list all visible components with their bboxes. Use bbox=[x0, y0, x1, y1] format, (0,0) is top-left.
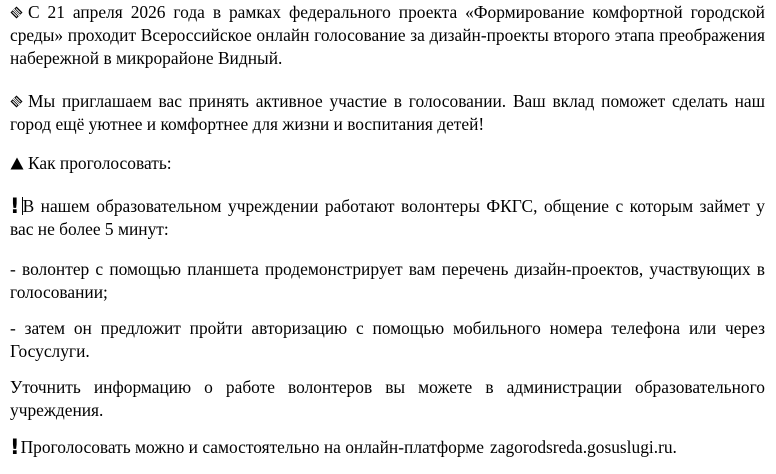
step-auth-text: - затем он предложит пройти авторизацию с помощью мобильного номера телефона или через Госуслуги. bbox=[10, 318, 765, 361]
volunteers-text: В нашем образовательном учреждении работают волонтеры ФКГС, общение с которым займет у вас не более 5 минут: bbox=[10, 196, 765, 239]
paragraph-step-tablet bbox=[10, 258, 765, 304]
paragraph-intro bbox=[10, 1, 765, 70]
exclamation-icon: ! bbox=[10, 435, 20, 459]
platform-url: zagorodsreda.gosuslugi.ru. bbox=[490, 437, 677, 457]
clarify-text: Уточнить информацию о работе волонтеров вы можете в администрации образовательного учреждения. bbox=[10, 377, 765, 420]
exclamation-icon: ! bbox=[10, 194, 20, 218]
step-tablet-text: - волонтер с помощью планшета продемонстрирует вам перечень дизайн-проектов, участвующих в голосовании; bbox=[10, 259, 765, 302]
diamond-icon bbox=[10, 95, 23, 108]
paragraph-self-vote bbox=[10, 436, 765, 459]
paragraph-invite bbox=[10, 90, 765, 136]
intro-text: С 21 апреля 2026 года в рамках федерального проекта «Формирование комфортной городской среды» проходит Всероссийское онлайн голосование за дизайн-проекты второго этапа преображения набережной в микрорайоне Видный. bbox=[10, 2, 765, 68]
self-vote-text: Проголосовать можно и самостоятельно на онлайн-платформе bbox=[20, 437, 484, 457]
paragraph-clarify bbox=[10, 376, 765, 422]
paragraph-how-to-vote bbox=[10, 152, 765, 175]
paragraph-volunteers bbox=[10, 195, 765, 241]
diamond-icon bbox=[10, 6, 23, 19]
how-to-vote-heading: Как проголосовать: bbox=[28, 153, 172, 173]
invite-text: Мы приглашаем вас принять активное участие в голосовании. Ваш вклад поможет сделать наш город ещё уютнее и комфортнее для жизни и воспитания детей! bbox=[10, 91, 765, 134]
triangle-up-icon bbox=[10, 157, 24, 170]
paragraph-step-auth bbox=[10, 317, 765, 363]
